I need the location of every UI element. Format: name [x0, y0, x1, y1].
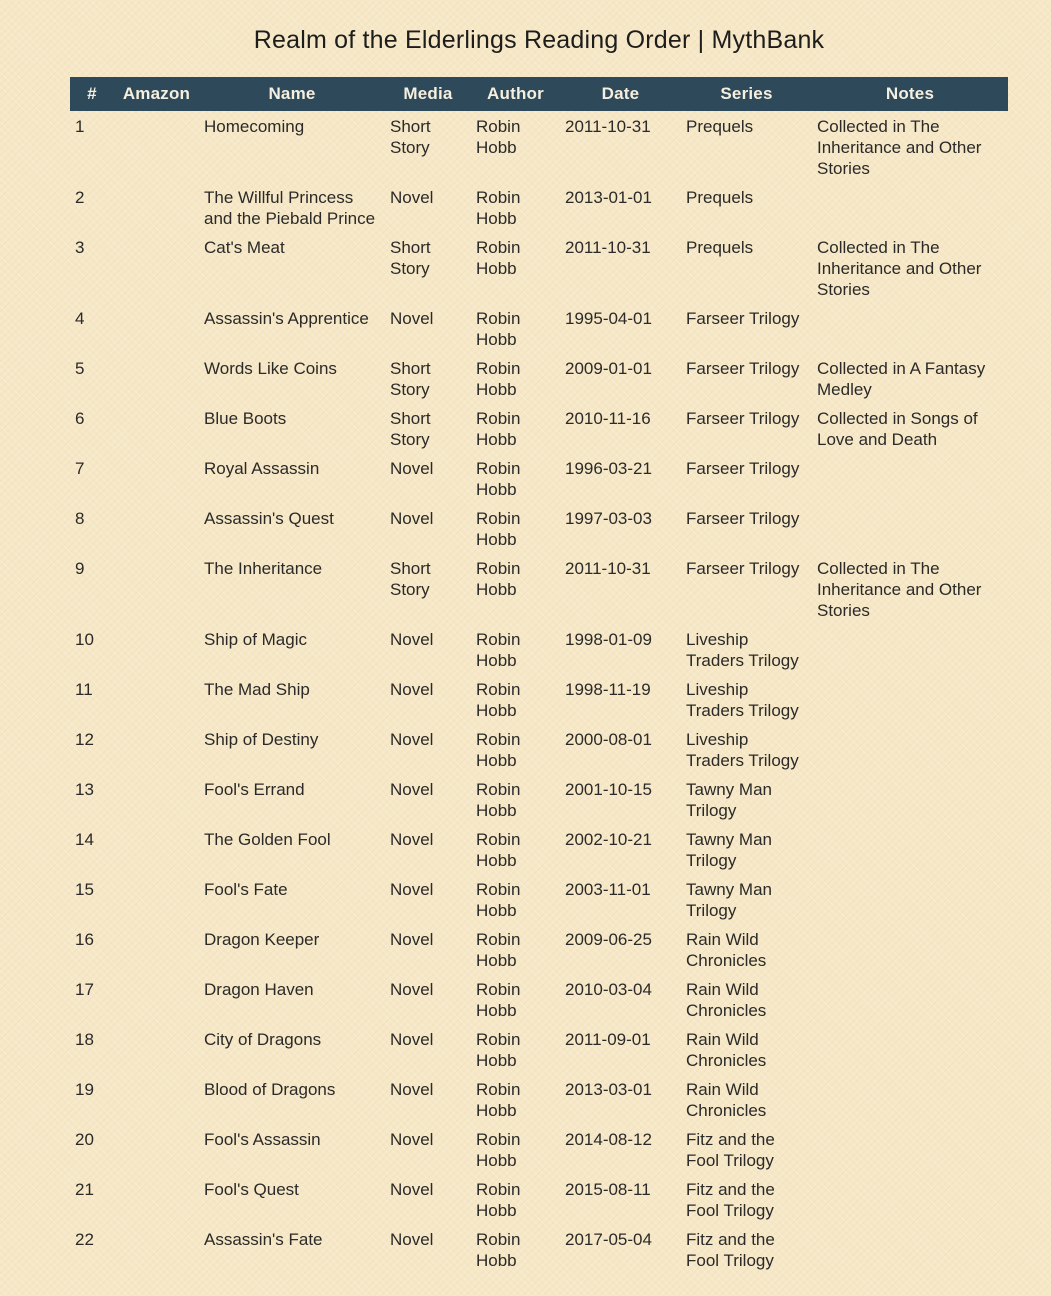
cell-date: 2013-01-01: [565, 188, 652, 207]
cell-num: 3: [75, 238, 85, 257]
cell-date: 2002-10-21: [565, 830, 652, 849]
cell-author: Robin Hobb: [476, 630, 521, 670]
column-header-num: #: [70, 77, 114, 111]
cell-author: Robin Hobb: [476, 238, 521, 278]
cell-num: 20: [75, 1130, 94, 1149]
cell-amazon: [114, 503, 199, 553]
cell-series: Prequels: [686, 117, 754, 136]
cell-author: Robin Hobb: [476, 880, 521, 920]
cell-notes: Collected in A Fantasy Medley: [817, 359, 986, 399]
cell-num: 16: [75, 930, 94, 949]
cell-media: Short Story: [390, 409, 431, 449]
cell-media: Novel: [390, 509, 434, 528]
cell-media: Novel: [390, 980, 434, 999]
cell-series: Fitz and the Fool Trilogy: [686, 1130, 775, 1170]
cell-author: Robin Hobb: [476, 309, 521, 349]
cell-date: 2015-08-11: [565, 1180, 651, 1199]
cell-author: Robin Hobb: [476, 1130, 521, 1170]
cell-amazon: [114, 974, 199, 1024]
cell-author: Robin Hobb: [476, 780, 521, 820]
cell-date: 2011-10-31: [565, 238, 651, 257]
cell-notes: [812, 874, 1008, 924]
cell-date: 2010-11-16: [565, 409, 651, 428]
cell-media: Novel: [390, 1130, 434, 1149]
cell-amazon: [114, 111, 199, 182]
cell-notes: [812, 1124, 1008, 1174]
cell-amazon: [114, 1024, 199, 1074]
cell-author: Robin Hobb: [476, 459, 521, 499]
cell-num: 6: [75, 409, 85, 428]
cell-series: Liveship Traders Trilogy: [686, 630, 799, 670]
cell-num: 4: [75, 309, 85, 328]
cell-media: Novel: [390, 309, 434, 328]
cell-notes: Collected in The Inheritance and Other Stories: [817, 117, 982, 178]
cell-series: Farseer Trilogy: [686, 459, 800, 478]
cell-name: Fool's Quest: [204, 1180, 299, 1199]
cell-name: Assassin's Quest: [204, 509, 334, 528]
cell-amazon: [114, 1074, 199, 1124]
cell-series: Liveship Traders Trilogy: [686, 680, 799, 720]
table-row: [70, 303, 1008, 353]
table-row: [70, 874, 1008, 924]
cell-date: 2014-08-12: [565, 1130, 652, 1149]
cell-name: The Mad Ship: [204, 680, 310, 699]
cell-date: 2003-11-01: [565, 880, 651, 899]
cell-name: City of Dragons: [204, 1030, 322, 1049]
cell-amazon: [114, 303, 199, 353]
cell-media: Novel: [390, 188, 434, 207]
cell-amazon: [114, 674, 199, 724]
table-row: [70, 553, 1008, 624]
cell-amazon: [114, 724, 199, 774]
cell-notes: [812, 774, 1008, 824]
cell-series: Rain Wild Chronicles: [686, 930, 767, 970]
cell-media: Novel: [390, 830, 434, 849]
table-row: [70, 974, 1008, 1024]
cell-date: 2000-08-01: [565, 730, 652, 749]
cell-notes: [812, 1024, 1008, 1074]
cell-num: 17: [75, 980, 94, 999]
cell-media: Short Story: [390, 238, 431, 278]
cell-date: 1998-01-09: [565, 630, 652, 649]
cell-notes: [812, 182, 1008, 232]
cell-series: Liveship Traders Trilogy: [686, 730, 799, 770]
cell-notes: [812, 453, 1008, 503]
cell-amazon: [114, 232, 199, 303]
cell-num: 13: [75, 780, 94, 799]
cell-author: Robin Hobb: [476, 559, 521, 599]
page-title: Realm of the Elderlings Reading Order | MythBank: [253, 26, 825, 54]
cell-media: Novel: [390, 1230, 434, 1249]
cell-name: Fool's Assassin: [204, 1130, 321, 1149]
cell-series: Tawny Man Trilogy: [686, 880, 772, 920]
cell-num: 7: [75, 459, 85, 478]
cell-name: Blood of Dragons: [204, 1080, 336, 1099]
column-header-series: Series: [681, 77, 812, 111]
cell-amazon: [114, 824, 199, 874]
cell-author: Robin Hobb: [476, 509, 521, 549]
cell-author: Robin Hobb: [476, 730, 521, 770]
cell-num: 10: [75, 630, 94, 649]
table-row: [70, 1174, 1008, 1224]
cell-date: 2010-03-04: [565, 980, 652, 999]
cell-num: 15: [75, 880, 94, 899]
cell-num: 8: [75, 509, 85, 528]
cell-num: 1: [75, 117, 85, 136]
cell-notes: [812, 624, 1008, 674]
cell-name: Blue Boots: [204, 409, 287, 428]
cell-media: Novel: [390, 680, 434, 699]
cell-author: Robin Hobb: [476, 409, 521, 449]
table-row: [70, 924, 1008, 974]
column-header-author: Author: [471, 77, 560, 111]
cell-author: Robin Hobb: [476, 1180, 521, 1220]
column-header-date: Date: [560, 77, 681, 111]
cell-num: 11: [75, 680, 93, 699]
cell-name: Royal Assassin: [204, 459, 320, 478]
cell-amazon: [114, 553, 199, 624]
cell-series: Rain Wild Chronicles: [686, 1080, 767, 1120]
table-row: [70, 1124, 1008, 1174]
cell-author: Robin Hobb: [476, 359, 521, 399]
cell-name: Fool's Fate: [204, 880, 288, 899]
column-header-notes: Notes: [812, 77, 1008, 111]
cell-series: Farseer Trilogy: [686, 309, 800, 328]
cell-date: 2011-10-31: [565, 117, 651, 136]
cell-name: The Golden Fool: [204, 830, 331, 849]
table-row: [70, 503, 1008, 553]
column-header-media: Media: [385, 77, 471, 111]
cell-author: Robin Hobb: [476, 680, 521, 720]
table-row: [70, 353, 1008, 403]
cell-amazon: [114, 624, 199, 674]
cell-num: 22: [75, 1230, 94, 1249]
table-row: [70, 724, 1008, 774]
table-row: [70, 1224, 1008, 1274]
cell-name: Words Like Coins: [204, 359, 337, 378]
cell-notes: Collected in The Inheritance and Other Stories: [817, 559, 982, 620]
cell-media: Novel: [390, 459, 434, 478]
cell-series: Prequels: [686, 238, 754, 257]
cell-name: Dragon Haven: [204, 980, 314, 999]
cell-series: Tawny Man Trilogy: [686, 830, 772, 870]
cell-media: Novel: [390, 1180, 434, 1199]
cell-amazon: [114, 924, 199, 974]
cell-date: 1998-11-19: [565, 680, 651, 699]
cell-num: 5: [75, 359, 85, 378]
cell-amazon: [114, 1124, 199, 1174]
cell-name: Fool's Errand: [204, 780, 305, 799]
cell-num: 21: [75, 1180, 94, 1199]
table-row: [70, 824, 1008, 874]
cell-date: 1995-04-01: [565, 309, 652, 328]
cell-date: 2011-10-31: [565, 559, 651, 578]
cell-author: Robin Hobb: [476, 980, 521, 1020]
table-row: [70, 1024, 1008, 1074]
table-row: [70, 1074, 1008, 1124]
cell-date: 2001-10-15: [565, 780, 652, 799]
cell-notes: [812, 1224, 1008, 1274]
cell-media: Novel: [390, 930, 434, 949]
cell-name: Homecoming: [204, 117, 305, 136]
table-row: [70, 674, 1008, 724]
cell-series: Prequels: [686, 188, 754, 207]
cell-amazon: [114, 774, 199, 824]
column-header-name: Name: [199, 77, 385, 111]
cell-notes: Collected in The Inheritance and Other Stories: [817, 238, 982, 299]
table-header-row: [70, 77, 1008, 111]
cell-author: Robin Hobb: [476, 830, 521, 870]
cell-media: Novel: [390, 1080, 434, 1099]
cell-date: 2009-06-25: [565, 930, 652, 949]
cell-amazon: [114, 1174, 199, 1224]
cell-media: Novel: [390, 630, 434, 649]
cell-notes: [812, 974, 1008, 1024]
cell-name: Dragon Keeper: [204, 930, 320, 949]
cell-series: Fitz and the Fool Trilogy: [686, 1180, 775, 1220]
cell-num: 2: [75, 188, 85, 207]
cell-media: Novel: [390, 780, 434, 799]
cell-author: Robin Hobb: [476, 1080, 521, 1120]
table-row: [70, 624, 1008, 674]
cell-notes: [812, 503, 1008, 553]
cell-series: Rain Wild Chronicles: [686, 1030, 767, 1070]
cell-author: Robin Hobb: [476, 117, 521, 157]
cell-notes: [812, 924, 1008, 974]
cell-amazon: [114, 403, 199, 453]
table-row: [70, 111, 1008, 182]
cell-notes: Collected in Songs of Love and Death: [817, 409, 978, 449]
cell-series: Farseer Trilogy: [686, 359, 800, 378]
cell-series: Rain Wild Chronicles: [686, 980, 767, 1020]
cell-num: 14: [75, 830, 94, 849]
cell-num: 12: [75, 730, 94, 749]
cell-amazon: [114, 1224, 199, 1274]
table-row: [70, 182, 1008, 232]
cell-notes: [812, 674, 1008, 724]
cell-name: The Willful Princess and the Piebald Prince: [204, 188, 376, 228]
cell-notes: [812, 303, 1008, 353]
cell-num: 18: [75, 1030, 94, 1049]
cell-author: Robin Hobb: [476, 188, 521, 228]
cell-date: 2009-01-01: [565, 359, 652, 378]
cell-series: Fitz and the Fool Trilogy: [686, 1230, 775, 1270]
cell-series: Farseer Trilogy: [686, 409, 800, 428]
cell-author: Robin Hobb: [476, 1230, 521, 1270]
cell-series: Tawny Man Trilogy: [686, 780, 772, 820]
table-row: [70, 453, 1008, 503]
cell-media: Short Story: [390, 559, 431, 599]
cell-media: Novel: [390, 1030, 434, 1049]
reading-order-table: [70, 77, 1008, 1274]
cell-notes: [812, 824, 1008, 874]
cell-date: 2013-03-01: [565, 1080, 652, 1099]
cell-media: Novel: [390, 730, 434, 749]
cell-media: Short Story: [390, 117, 431, 157]
cell-series: Farseer Trilogy: [686, 509, 800, 528]
cell-name: Ship of Destiny: [204, 730, 319, 749]
column-header-amazon: Amazon: [114, 77, 199, 111]
table-row: [70, 403, 1008, 453]
cell-name: The Inheritance: [204, 559, 323, 578]
cell-name: Assassin's Apprentice: [204, 309, 369, 328]
table-row: [70, 774, 1008, 824]
cell-amazon: [114, 182, 199, 232]
cell-num: 9: [75, 559, 85, 578]
cell-notes: [812, 1074, 1008, 1124]
cell-name: Assassin's Fate: [204, 1230, 323, 1249]
cell-date: 1997-03-03: [565, 509, 652, 528]
cell-amazon: [114, 874, 199, 924]
cell-date: 1996-03-21: [565, 459, 652, 478]
cell-author: Robin Hobb: [476, 1030, 521, 1070]
cell-date: 2017-05-04: [565, 1230, 652, 1249]
cell-name: Ship of Magic: [204, 630, 307, 649]
cell-notes: [812, 1174, 1008, 1224]
cell-author: Robin Hobb: [476, 930, 521, 970]
cell-amazon: [114, 453, 199, 503]
cell-series: Farseer Trilogy: [686, 559, 800, 578]
cell-media: Short Story: [390, 359, 431, 399]
cell-notes: [812, 724, 1008, 774]
cell-num: 19: [75, 1080, 94, 1099]
table-body: [70, 111, 1008, 1274]
cell-media: Novel: [390, 880, 434, 899]
cell-date: 2011-09-01: [565, 1030, 651, 1049]
table-row: [70, 232, 1008, 303]
cell-name: Cat's Meat: [204, 238, 285, 257]
table-header: [70, 77, 1008, 111]
cell-amazon: [114, 353, 199, 403]
